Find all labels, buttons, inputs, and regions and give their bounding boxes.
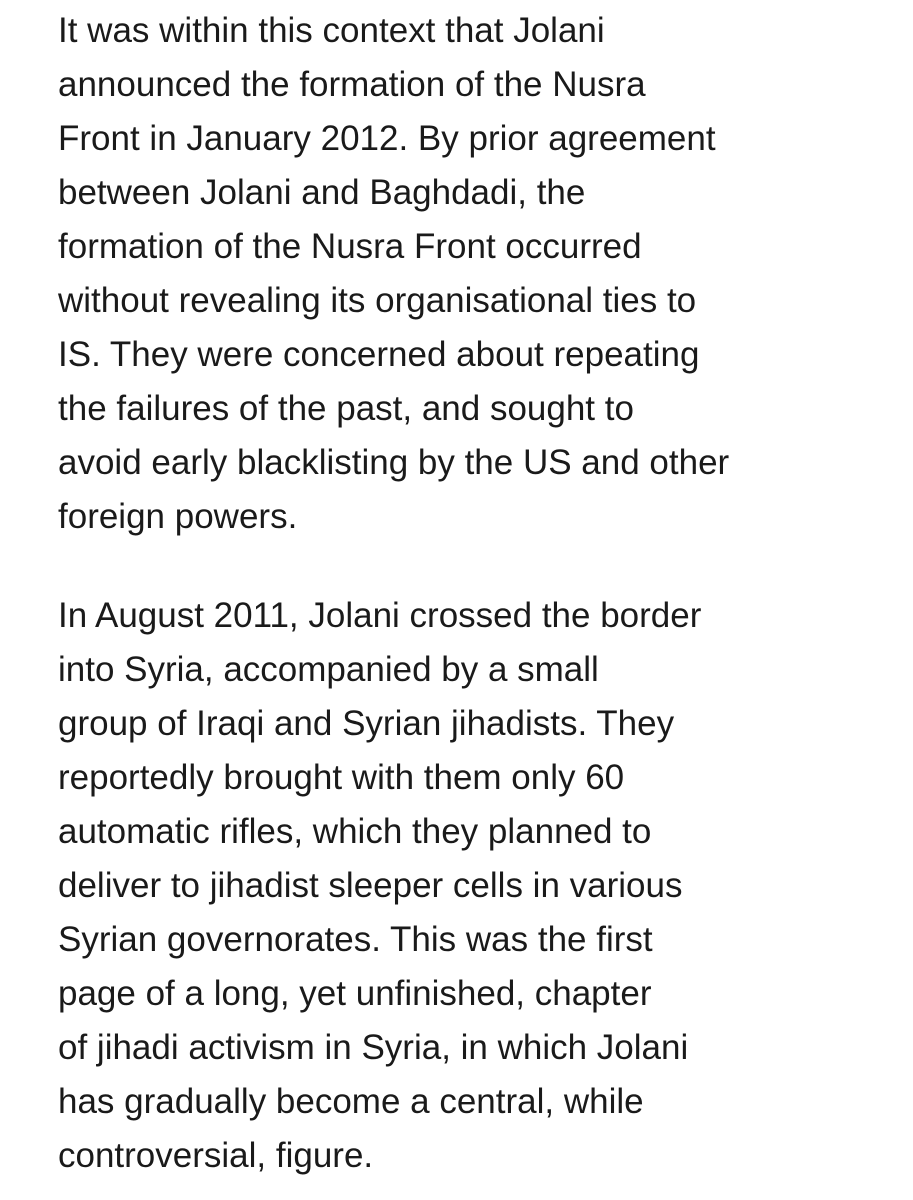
text-line: formation of the Nusra Front occurred	[58, 227, 642, 266]
text-line: avoid early blacklisting by the US and other	[58, 443, 730, 482]
text-line: foreign powers.	[58, 497, 298, 536]
text-line: Front in January 2012. By prior agreement	[58, 119, 716, 158]
paragraph-2	[58, 589, 701, 1183]
text-line: has gradually become a central, while	[58, 1082, 644, 1121]
text-line: the failures of the past, and sought to	[58, 389, 634, 428]
text-line: page of a long, yet unfinished, chapter	[58, 974, 652, 1013]
text-line: reportedly brought with them only 60	[58, 758, 625, 797]
text-line: deliver to jihadist sleeper cells in various	[58, 866, 683, 905]
text-line: into Syria, accompanied by a small	[58, 650, 599, 689]
text-line: group of Iraqi and Syrian jihadists. They	[58, 704, 675, 743]
text-line: between Jolani and Baghdadi, the	[58, 173, 586, 212]
text-line: In August 2011, Jolani crossed the border	[58, 596, 702, 635]
paragraph-1	[58, 4, 729, 544]
text-line: It was within this context that Jolani	[58, 11, 605, 50]
text-line: automatic rifles, which they planned to	[58, 812, 652, 851]
text-line: announced the formation of the Nusra	[58, 65, 646, 104]
text-line: IS. They were concerned about repeating	[58, 335, 700, 374]
text-line: controversial, figure.	[58, 1136, 374, 1175]
text-line: without revealing its organisational ties to	[58, 281, 697, 320]
text-line: Syrian governorates. This was the first	[58, 920, 653, 959]
text-line: of jihadi activism in Syria, in which Jolani	[58, 1028, 689, 1067]
